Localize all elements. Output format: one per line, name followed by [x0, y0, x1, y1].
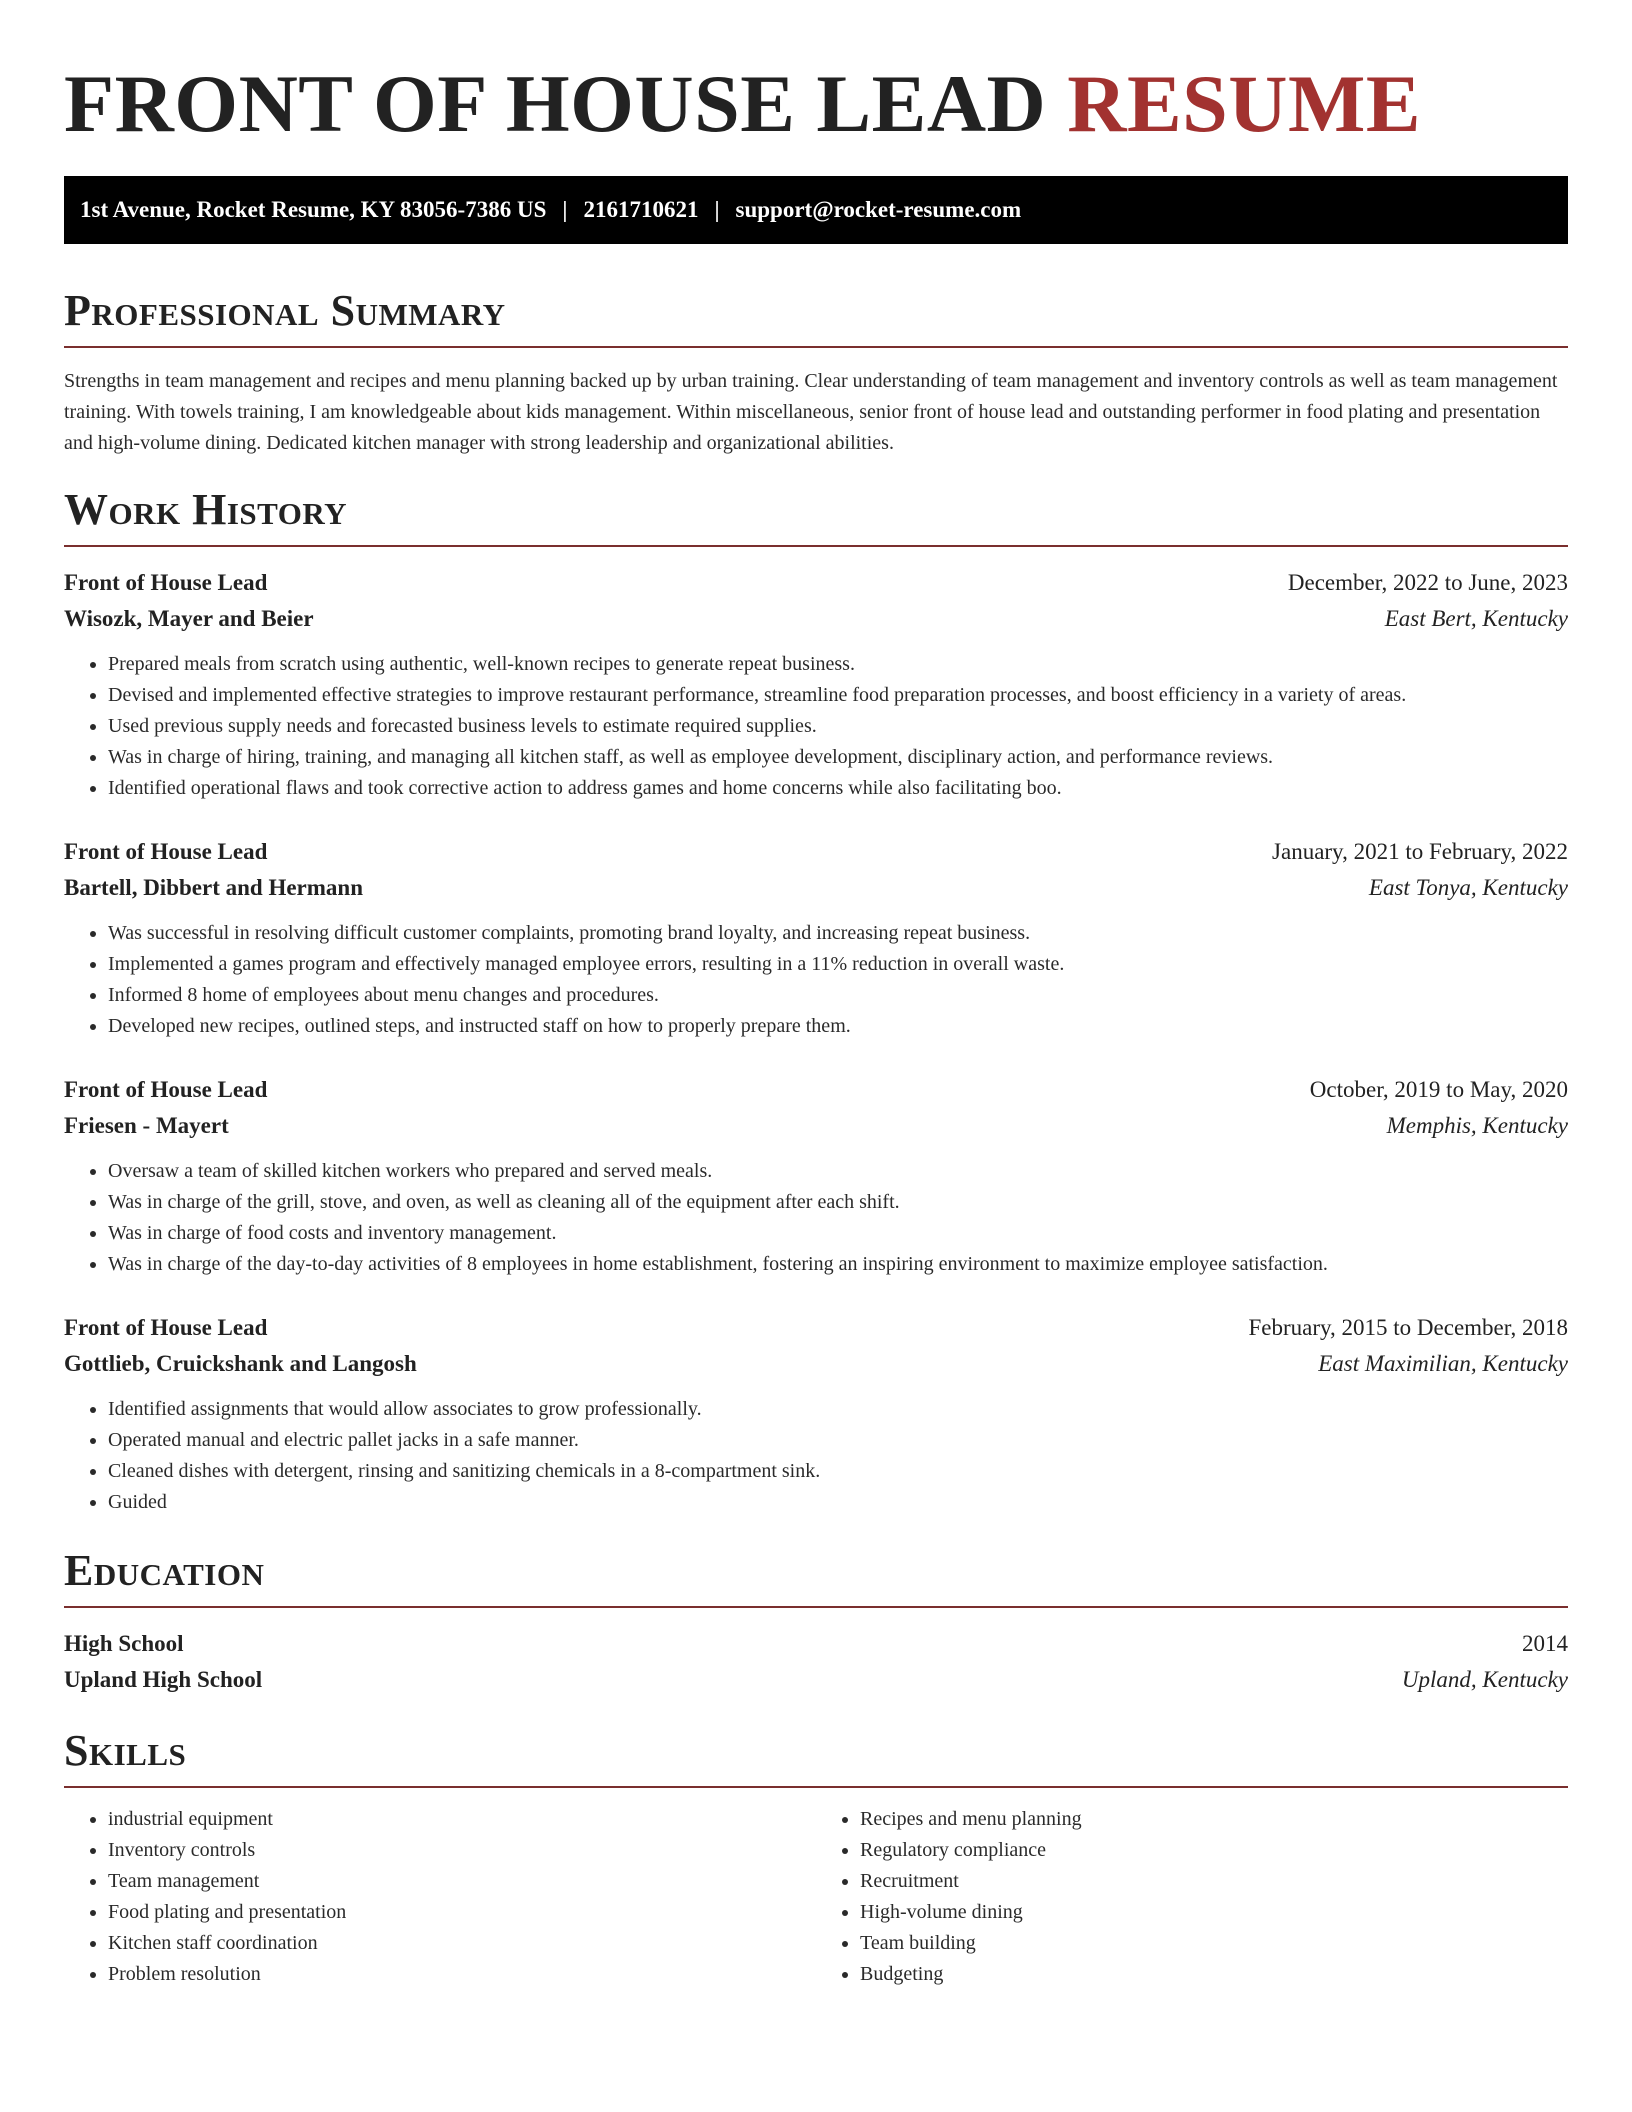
- job-entry: [64, 1072, 1568, 1280]
- skills-list-left: [64, 1804, 816, 1990]
- job-header-row: [64, 565, 1568, 601]
- job-dates: December, 2022 to June, 2023: [1287, 570, 1568, 595]
- job-bullet: • Implemented a games program and effectively managed employee errors, resulting in a 11% reduction in overall waste.: [108, 949, 1568, 980]
- job-title: Front of House Lead: [64, 1077, 268, 1102]
- job-bullet: • Was successful in resolving difficult customer complaints, promoting brand loyalty, and increasing repeat business.: [108, 918, 1568, 949]
- job-bullet: • Was in charge of food costs and inventory management.: [108, 1218, 1568, 1249]
- education-heading: Education: [64, 1546, 265, 1595]
- job-dates: February, 2015 to December, 2018: [1248, 1315, 1568, 1340]
- education-degree: High School: [64, 1631, 184, 1656]
- job-bullet: • Operated manual and electric pallet jacks in a safe manner.: [108, 1425, 1568, 1456]
- job-bullet: • Cleaned dishes with detergent, rinsing and sanitizing chemicals in a 8-compartment sink.: [108, 1456, 1568, 1487]
- skills-section: [64, 1726, 1568, 1990]
- contact-phone: 2161710621: [583, 197, 699, 222]
- job-bullet: • Oversaw a team of skilled kitchen workers who prepared and served meals.: [108, 1156, 1568, 1187]
- job-bullets: [64, 918, 1568, 1042]
- skill-item: • Team building: [860, 1928, 1568, 1959]
- skill-item: • Food plating and presentation: [108, 1897, 816, 1928]
- resume-title: [64, 56, 1568, 152]
- education-row: [64, 1662, 1568, 1698]
- job-bullets: [64, 649, 1568, 804]
- job-location: Memphis, Kentucky: [1386, 1113, 1568, 1138]
- job-entry: [64, 565, 1568, 804]
- work-history-section: [64, 485, 1568, 1518]
- job-header-row: [64, 1072, 1568, 1108]
- education-location: Upland, Kentucky: [1401, 1667, 1568, 1692]
- education-section: [64, 1546, 1568, 1698]
- section-divider: [64, 346, 1568, 348]
- skill-item: • Budgeting: [860, 1959, 1568, 1990]
- job-company-row: [64, 1346, 1568, 1382]
- contact-bar: [64, 176, 1568, 244]
- job-bullet: • Informed 8 home of employees about menu changes and procedures.: [108, 980, 1568, 1011]
- education-row: [64, 1626, 1568, 1662]
- skill-item: • Kitchen staff coordination: [108, 1928, 816, 1959]
- section-divider: [64, 1786, 1568, 1788]
- job-entry: [64, 834, 1568, 1042]
- skill-item: • High-volume dining: [860, 1897, 1568, 1928]
- job-location: East Maximilian, Kentucky: [1318, 1351, 1568, 1376]
- skill-item: • Problem resolution: [108, 1959, 816, 1990]
- summary-heading: Professional Summary: [64, 286, 506, 335]
- skills-heading: Skills: [64, 1726, 187, 1775]
- title-main: FRONT OF HOUSE LEAD: [64, 58, 1047, 149]
- job-title: Front of House Lead: [64, 1315, 268, 1340]
- contact-separator: |: [562, 197, 568, 222]
- job-bullet: • Identified operational flaws and took corrective action to address games and home concerns while also facilitating boo.: [108, 773, 1568, 804]
- job-company-row: [64, 1108, 1568, 1144]
- job-title: Front of House Lead: [64, 839, 268, 864]
- contact-address: 1st Avenue, Rocket Resume, KY 83056-7386 US: [80, 197, 547, 222]
- job-location: East Bert, Kentucky: [1384, 606, 1568, 631]
- job-bullet: • Was in charge of hiring, training, and managing all kitchen staff, as well as employee development, disciplinary action, and performance reviews.: [108, 742, 1568, 773]
- job-location: East Tonya, Kentucky: [1368, 875, 1568, 900]
- education-entry: [64, 1626, 1568, 1698]
- job-bullet: • Was in charge of the grill, stove, and oven, as well as cleaning all of the equipment after each shift.: [108, 1187, 1568, 1218]
- summary-text: Strengths in team management and recipes and menu planning backed up by urban training. Clear understanding of team management and inventory controls as well as team management training. With towels training, I am knowledgeable about kids management. Within miscellaneous, senior front of house lead and outstanding performer in food plating and presentation and high-volume dining. Dedicated kitchen manager with strong leadership and organizational abilities.: [64, 370, 1558, 454]
- skill-item: • Recipes and menu planning: [860, 1804, 1568, 1835]
- job-company: Wisozk, Mayer and Beier: [64, 606, 314, 631]
- job-dates: October, 2019 to May, 2020: [1309, 1077, 1568, 1102]
- education-school: Upland High School: [64, 1667, 263, 1692]
- section-divider: [64, 1606, 1568, 1608]
- job-header-row: [64, 1310, 1568, 1346]
- job-bullets: [64, 1156, 1568, 1280]
- skill-item: • Inventory controls: [108, 1835, 816, 1866]
- job-entry: [64, 1310, 1568, 1518]
- skills-grid: [64, 1804, 1568, 1990]
- skills-list-right: [816, 1804, 1568, 1990]
- section-divider: [64, 545, 1568, 547]
- job-company-row: [64, 601, 1568, 637]
- summary-section: [64, 286, 1568, 459]
- job-header-row: [64, 834, 1568, 870]
- job-bullet: • Prepared meals from scratch using authentic, well-known recipes to generate repeat business.: [108, 649, 1568, 680]
- job-bullet: • Identified assignments that would allow associates to grow professionally.: [108, 1394, 1568, 1425]
- title-accent: RESUME: [1067, 58, 1422, 149]
- skill-item: • Recruitment: [860, 1866, 1568, 1897]
- job-bullets: [64, 1394, 1568, 1518]
- job-company: Friesen - Mayert: [64, 1113, 229, 1138]
- skill-item: • industrial equipment: [108, 1804, 816, 1835]
- work-history-heading: Work History: [64, 485, 348, 534]
- job-bullet: • Devised and implemented effective strategies to improve restaurant performance, streamline food preparation processes, and boost efficiency in a variety of areas.: [108, 680, 1568, 711]
- contact-email: support@rocket-resume.com: [735, 197, 1022, 222]
- job-bullet: • Used previous supply needs and forecasted business levels to estimate required supplies.: [108, 711, 1568, 742]
- job-title: Front of House Lead: [64, 570, 268, 595]
- skill-item: • Team management: [108, 1866, 816, 1897]
- job-bullet: • Was in charge of the day-to-day activities of 8 employees in home establishment, fostering an inspiring environment to maximize employee satisfaction.: [108, 1249, 1568, 1280]
- job-bullet: • Developed new recipes, outlined steps, and instructed staff on how to properly prepare them.: [108, 1011, 1568, 1042]
- contact-separator: |: [714, 197, 720, 222]
- job-company: Bartell, Dibbert and Hermann: [64, 875, 363, 900]
- jobs-list: [64, 565, 1568, 1518]
- education-year: 2014: [1522, 1631, 1568, 1656]
- job-dates: January, 2021 to February, 2022: [1272, 839, 1568, 864]
- skill-item: • Regulatory compliance: [860, 1835, 1568, 1866]
- job-company: Gottlieb, Cruickshank and Langosh: [64, 1351, 417, 1376]
- job-company-row: [64, 870, 1568, 906]
- job-bullet: • Guided: [108, 1487, 1568, 1518]
